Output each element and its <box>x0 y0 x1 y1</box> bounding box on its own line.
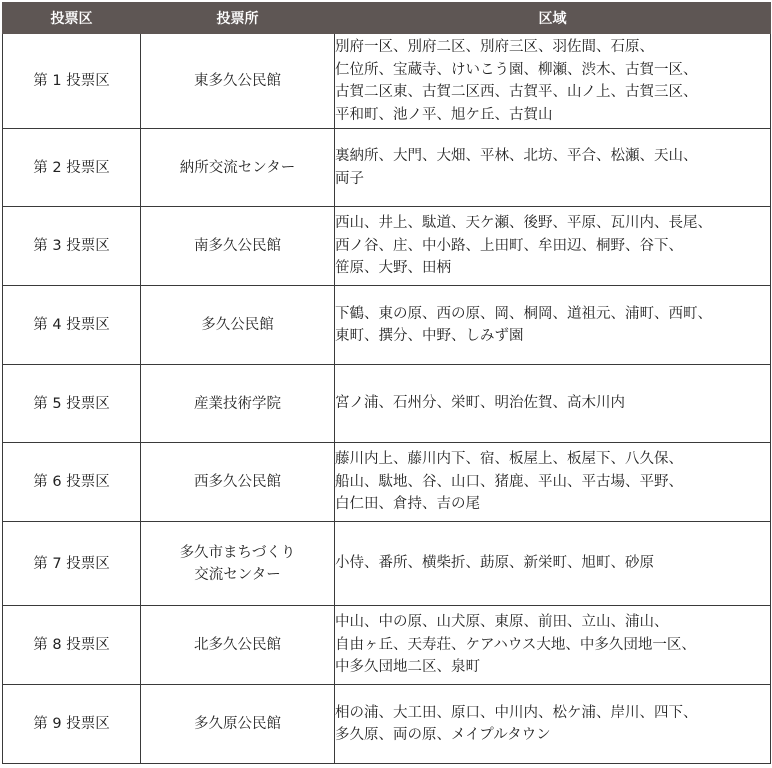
table-row <box>3 129 771 207</box>
district-cell: 第 6 投票区 <box>3 443 141 522</box>
polling-place-line: 多久公民館 <box>201 317 274 333</box>
district-cell: 第 9 投票区 <box>3 685 141 764</box>
table-body <box>3 34 771 764</box>
polling-place-line: 交流センター <box>194 566 281 583</box>
polling-place-line: 東多久公民館 <box>194 73 281 89</box>
area-line: 笹原、大野、田柄 <box>335 260 451 277</box>
header-district: 投票区 <box>3 3 141 34</box>
table-row <box>3 34 771 129</box>
area-cell <box>335 522 771 606</box>
area-cell <box>335 129 771 207</box>
district-cell: 第 8 投票区 <box>3 606 141 685</box>
area-line: 船山、駄地、谷、山口、猪鹿、平山、平古場、平野、 <box>335 473 683 490</box>
polling-place-line: 納所交流センター <box>179 159 296 176</box>
area-line: 裏納所、大門、大畑、平林、北坊、平合、松瀬、天山、 <box>335 148 698 164</box>
polling-place-cell <box>141 685 335 764</box>
table-row <box>3 443 771 522</box>
polling-place-cell <box>141 34 335 129</box>
area-cell <box>335 606 771 685</box>
table-row <box>3 286 771 365</box>
table-row <box>3 207 771 286</box>
area-line: 平和町、池ノ平、旭ケ丘、古賀山 <box>335 106 553 123</box>
area-line: 東町、撰分、中野、しみず園 <box>335 328 524 344</box>
area-line: 中多久団地二区、泉町 <box>335 659 480 676</box>
area-cell <box>335 685 771 764</box>
polling-place-cell <box>141 365 335 443</box>
header-area: 区域 <box>335 3 771 34</box>
polling-place-cell <box>141 286 335 365</box>
area-line: 中山、中の原、山犬原、東原、前田、立山、浦山、 <box>335 614 669 631</box>
polling-place-line: 北多久公民館 <box>194 637 281 653</box>
area-line: 仁位所、宝蔵寺、けいこう園、柳瀬、渋木、古賀一区、 <box>335 61 698 78</box>
area-line: 藤川内上、藤川内下、宿、板屋上、板屋下、八久保、 <box>335 451 683 468</box>
table-row <box>3 522 771 606</box>
table-row <box>3 365 771 443</box>
area-line: 下鶴、東の原、西の原、岡、桐岡、道祖元、浦町、西町、 <box>335 305 712 322</box>
polling-place-cell <box>141 522 335 606</box>
area-line: 多久原、両の原、メイプルタウン <box>335 727 551 743</box>
header-row <box>3 3 771 34</box>
polling-place-cell <box>141 207 335 286</box>
area-line: 別府一区、別府二区、別府三区、羽佐間、石原、 <box>335 39 654 55</box>
polling-place-line: 南多久公民館 <box>194 238 281 254</box>
district-cell: 第 4 投票区 <box>3 286 141 365</box>
area-line: 西ノ谷、庄、中小路、上田町、牟田辺、桐野、谷下、 <box>335 237 683 254</box>
area-line: 相の浦、大工田、原口、中川内、松ケ浦、岸川、四下、 <box>335 704 698 721</box>
district-cell: 第 5 投票区 <box>3 365 141 443</box>
area-cell <box>335 286 771 365</box>
polling-place-line: 産業技術学院 <box>194 395 281 412</box>
district-cell: 第 3 投票区 <box>3 207 141 286</box>
table-row <box>3 685 771 764</box>
polling-place-cell <box>141 129 335 207</box>
polling-district-table <box>2 2 771 764</box>
area-cell <box>335 34 771 129</box>
area-cell <box>335 443 771 522</box>
polling-place-cell <box>141 443 335 522</box>
area-line: 小侍、番所、横柴折、莇原、新栄町、旭町、砂原 <box>335 555 654 572</box>
polling-place-line: 西多久公民館 <box>194 474 281 490</box>
table-row <box>3 606 771 685</box>
polling-place-cell <box>141 606 335 685</box>
area-cell <box>335 365 771 443</box>
area-line: 自由ヶ丘、天寿荘、ケアハウス大地、中多久団地一区、 <box>335 636 696 653</box>
area-line: 両子 <box>335 170 364 187</box>
district-cell: 第 2 投票区 <box>3 129 141 207</box>
area-line: 白仁田、倉持、吉の尾 <box>335 496 480 513</box>
header-place: 投票所 <box>141 3 335 34</box>
polling-place-line: 多久市まちづくり <box>179 544 296 561</box>
area-line: 古賀二区東、古賀二区西、古賀平、山ノ上、古賀三区、 <box>335 84 698 100</box>
district-cell: 第 1 投票区 <box>3 34 141 129</box>
area-line: 西山、井上、駄道、天ケ瀬、後野、平原、瓦川内、長尾、 <box>335 215 712 232</box>
area-line: 宮ノ浦、石州分、栄町、明治佐賀、高木川内 <box>335 395 625 412</box>
district-cell: 第 7 投票区 <box>3 522 141 606</box>
area-cell <box>335 207 771 286</box>
polling-place-line: 多久原公民館 <box>194 716 281 732</box>
